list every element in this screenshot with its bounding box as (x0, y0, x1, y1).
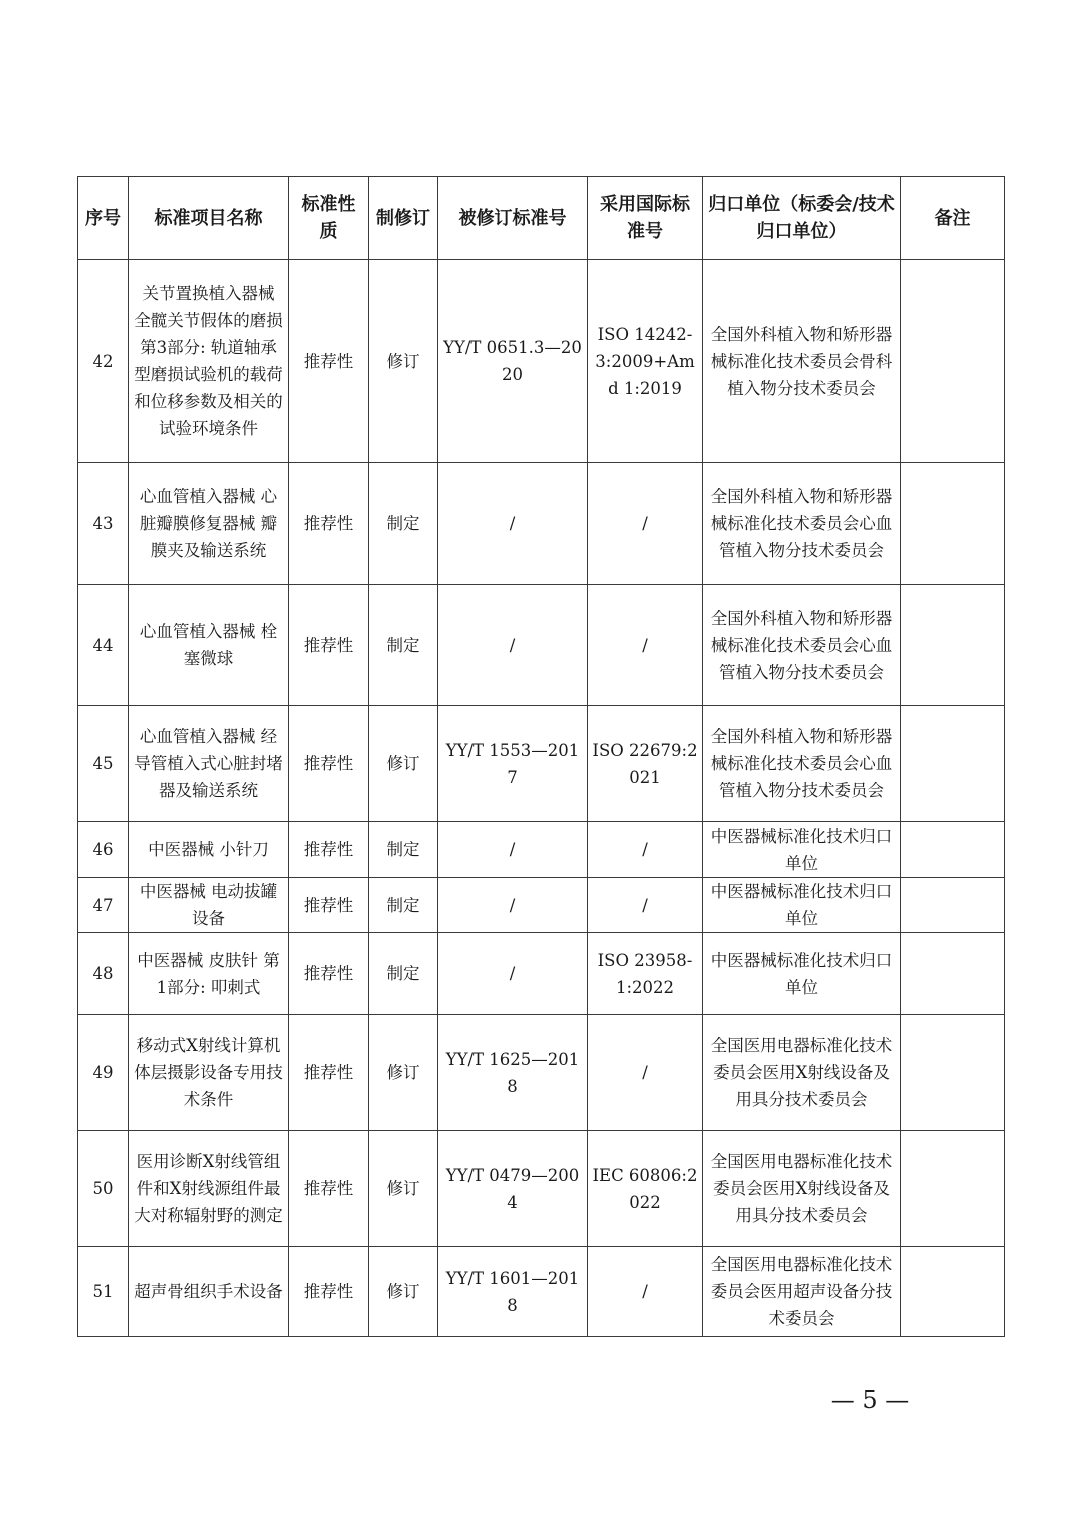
row-revise: 修订 (369, 260, 438, 463)
row-seq: 48 (78, 933, 129, 1015)
header-revise: 制修订 (369, 177, 438, 260)
row-revised-no: YY/T 1553—2017 (438, 706, 588, 822)
row-note (901, 822, 1005, 878)
row-revise: 制定 (369, 585, 438, 706)
row-revised-no: YY/T 1601—2018 (438, 1247, 588, 1337)
row-intl-no: IEC 60806:2022 (588, 1131, 703, 1247)
row-revise: 修订 (369, 1015, 438, 1131)
row-name: 心血管植入器械 经导管植入式心脏封堵器及输送系统 (129, 706, 289, 822)
row-revise: 制定 (369, 463, 438, 585)
row-intl-no: / (588, 463, 703, 585)
table-row (78, 585, 1005, 706)
row-name: 医用诊断X射线管组件和X射线源组件最大对称辐射野的测定 (129, 1131, 289, 1247)
row-revised-no: / (438, 933, 588, 1015)
row-seq: 43 (78, 463, 129, 585)
standards-table (77, 176, 1005, 1337)
row-revised-no: / (438, 585, 588, 706)
row-note (901, 933, 1005, 1015)
row-note (901, 878, 1005, 933)
row-unit: 全国医用电器标准化技术委员会医用X射线设备及用具分技术委员会 (703, 1015, 901, 1131)
row-seq: 44 (78, 585, 129, 706)
header-row (78, 177, 1005, 260)
row-note (901, 585, 1005, 706)
row-revised-no: / (438, 878, 588, 933)
row-revise: 修订 (369, 1131, 438, 1247)
table-row (78, 1131, 1005, 1247)
header-revised-no: 被修订标准号 (438, 177, 588, 260)
row-revised-no: YY/T 1625—2018 (438, 1015, 588, 1131)
row-intl-no: / (588, 585, 703, 706)
table-row (78, 1247, 1005, 1337)
row-revised-no: YY/T 0479—2004 (438, 1131, 588, 1247)
row-revise: 制定 (369, 822, 438, 878)
row-nature: 推荐性 (289, 585, 369, 706)
header-note: 备注 (901, 177, 1005, 260)
row-intl-no: / (588, 878, 703, 933)
header-name: 标准项目名称 (129, 177, 289, 260)
row-note (901, 260, 1005, 463)
row-revised-no: YY/T 0651.3—2020 (438, 260, 588, 463)
header-nature: 标准性质 (289, 177, 369, 260)
row-revise: 修订 (369, 1247, 438, 1337)
row-intl-no: ISO 14242-3:2009+Amd 1:2019 (588, 260, 703, 463)
row-intl-no: / (588, 1015, 703, 1131)
row-name: 中医器械 小针刀 (129, 822, 289, 878)
row-unit: 全国医用电器标准化技术委员会医用X射线设备及用具分技术委员会 (703, 1131, 901, 1247)
row-revised-no: / (438, 822, 588, 878)
row-name: 中医器械 皮肤针 第1部分: 叩刺式 (129, 933, 289, 1015)
row-seq: 47 (78, 878, 129, 933)
row-seq: 45 (78, 706, 129, 822)
header-intl-no: 采用国际标准号 (588, 177, 703, 260)
row-nature: 推荐性 (289, 463, 369, 585)
row-intl-no: ISO 22679:2021 (588, 706, 703, 822)
row-unit: 全国医用电器标准化技术委员会医用超声设备分技术委员会 (703, 1247, 901, 1337)
table-row (78, 706, 1005, 822)
row-unit: 全国外科植入物和矫形器械标准化技术委员会心血管植入物分技术委员会 (703, 585, 901, 706)
row-nature: 推荐性 (289, 706, 369, 822)
row-intl-no: ISO 23958-1:2022 (588, 933, 703, 1015)
row-unit: 中医器械标准化技术归口单位 (703, 822, 901, 878)
row-nature: 推荐性 (289, 822, 369, 878)
row-note (901, 706, 1005, 822)
table-row (78, 933, 1005, 1015)
row-name: 中医器械 电动拔罐设备 (129, 878, 289, 933)
row-revise: 制定 (369, 933, 438, 1015)
row-seq: 49 (78, 1015, 129, 1131)
row-nature: 推荐性 (289, 1131, 369, 1247)
row-unit: 全国外科植入物和矫形器械标准化技术委员会心血管植入物分技术委员会 (703, 463, 901, 585)
row-name: 超声骨组织手术设备 (129, 1247, 289, 1337)
row-name: 心血管植入器械 栓塞微球 (129, 585, 289, 706)
table-row (78, 822, 1005, 878)
row-revise: 制定 (369, 878, 438, 933)
row-nature: 推荐性 (289, 1015, 369, 1131)
row-nature: 推荐性 (289, 933, 369, 1015)
row-note (901, 463, 1005, 585)
row-unit: 全国外科植入物和矫形器械标准化技术委员会骨科植入物分技术委员会 (703, 260, 901, 463)
row-revise: 修订 (369, 706, 438, 822)
row-seq: 42 (78, 260, 129, 463)
row-seq: 46 (78, 822, 129, 878)
table-row (78, 463, 1005, 585)
row-intl-no: / (588, 822, 703, 878)
row-intl-no: / (588, 1247, 703, 1337)
row-unit: 全国外科植入物和矫形器械标准化技术委员会心血管植入物分技术委员会 (703, 706, 901, 822)
row-name: 心血管植入器械 心脏瓣膜修复器械 瓣膜夹及输送系统 (129, 463, 289, 585)
table-row (78, 1015, 1005, 1131)
row-name: 移动式X射线计算机体层摄影设备专用技术条件 (129, 1015, 289, 1131)
row-nature: 推荐性 (289, 1247, 369, 1337)
row-nature: 推荐性 (289, 260, 369, 463)
page-number: — 5 — (830, 1386, 910, 1414)
row-name: 关节置换植入器械 全髋关节假体的磨损 第3部分: 轨道轴承型磨损试验机的载荷和位移参数及相关的试验环境条件 (129, 260, 289, 463)
row-unit: 中医器械标准化技术归口单位 (703, 878, 901, 933)
row-seq: 50 (78, 1131, 129, 1247)
table-row (78, 878, 1005, 933)
header-unit: 归口单位（标委会/技术归口单位） (703, 177, 901, 260)
row-seq: 51 (78, 1247, 129, 1337)
header-seq: 序号 (78, 177, 129, 260)
row-note (901, 1131, 1005, 1247)
table-row (78, 260, 1005, 463)
row-note (901, 1247, 1005, 1337)
row-note (901, 1015, 1005, 1131)
row-unit: 中医器械标准化技术归口单位 (703, 933, 901, 1015)
row-revised-no: / (438, 463, 588, 585)
row-nature: 推荐性 (289, 878, 369, 933)
